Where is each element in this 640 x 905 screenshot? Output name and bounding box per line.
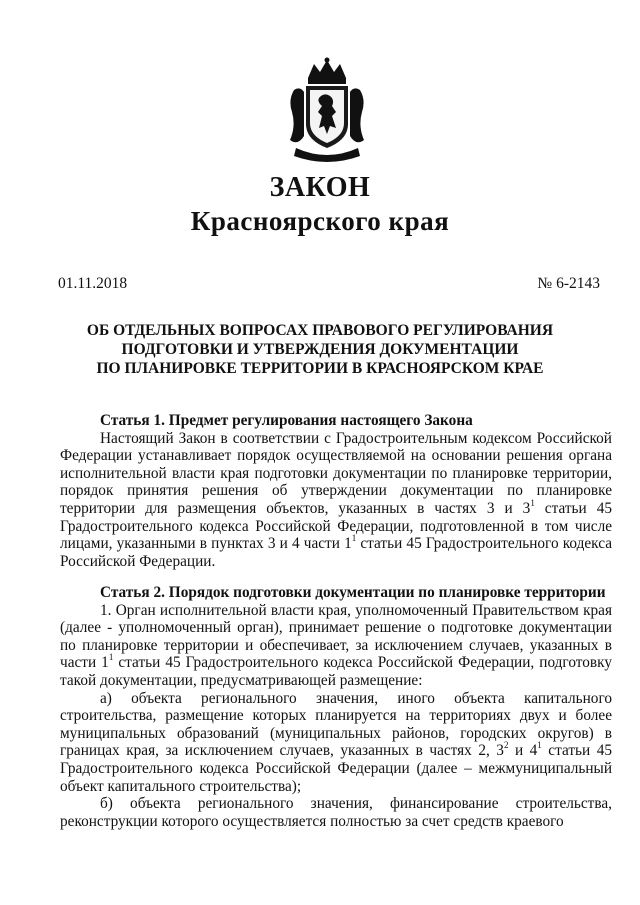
heading-line-1: ОБ ОТДЕЛЬНЫХ ВОПРОСАХ ПРАВОВОГО РЕГУЛИРОВАНИЯ — [86, 322, 554, 339]
article-2-item-a: а) объекта регионального значения, иного объекта капитального строительства, размещение которых планируется на территориях двух и более муниципальных образований (муниципальных районов, городских округов) в границах края, за исключением случаев, указанных в частях 2, $3^2$ и $4^1$ статьи 45 Градостроительного кодекса Российской Федерации (далее – межмуниципальный объект капитального строительства); — [60, 689, 613, 795]
article-2 — [60, 584, 612, 830]
heading-line-3: ПО ПЛАНИРОВКЕ ТЕРРИТОРИИ В КРАСНОЯРСКОМ КРАЕ — [96, 360, 544, 377]
law-title: ЗАКОН — [269, 172, 371, 203]
article-1-title: Статья 1. Предмет регулирования настоящего Закона — [100, 412, 473, 429]
law-subtitle: Красноярского края — [190, 206, 450, 236]
law-date: 01.11.2018 — [58, 275, 128, 292]
coat-of-arms-emblem — [286, 56, 368, 166]
article-2-item-b: б) объекта регионального значения, финансирование строительства, реконструкции которого осуществляется полностью за счет средств краевого — [60, 795, 612, 830]
article-2-title: Статья 2. Порядок подготовки документации по планировке территории — [100, 584, 606, 601]
article-1-paragraph: Настоящий Закон в соответствии с Градостроительным кодексом Российской Федерации устанавливает порядок осуществляемой на основании решения органа исполнительной власти края подготовки документации по планировке территории, порядок принятия решения об утверждении документации по планировке территории для размещения объектов, указанных в частях 3 и $3^1$ статьи 45 Градостроительного кодекса Российской Федерации, подготовленной в том числе лицами, указанными в пунктах 3 и 4 части $1^1$ статьи 45 Градостроительного кодекса Российской Федерации. — [60, 429, 613, 570]
heading-line-2: ПОДГОТОВКИ И УТВЕРЖДЕНИЯ ДОКУМЕНТАЦИИ — [121, 341, 519, 358]
law-number: № 6-2143 — [537, 275, 600, 292]
article-1 — [60, 412, 612, 570]
article-2-paragraph-1: 1. Орган исполнительной власти края, уполномоченный Правительством края (далее - уполномоченный орган), принимает решение о подготовке документации по планировке территории и обеспечивает, за исключением случаев, указанных в части $1^1$ статьи 45 Градостроительного кодекса Российской Федерации, подготовку такой документации, предусматривающей размещение: — [60, 601, 612, 689]
law-heading — [40, 321, 600, 378]
